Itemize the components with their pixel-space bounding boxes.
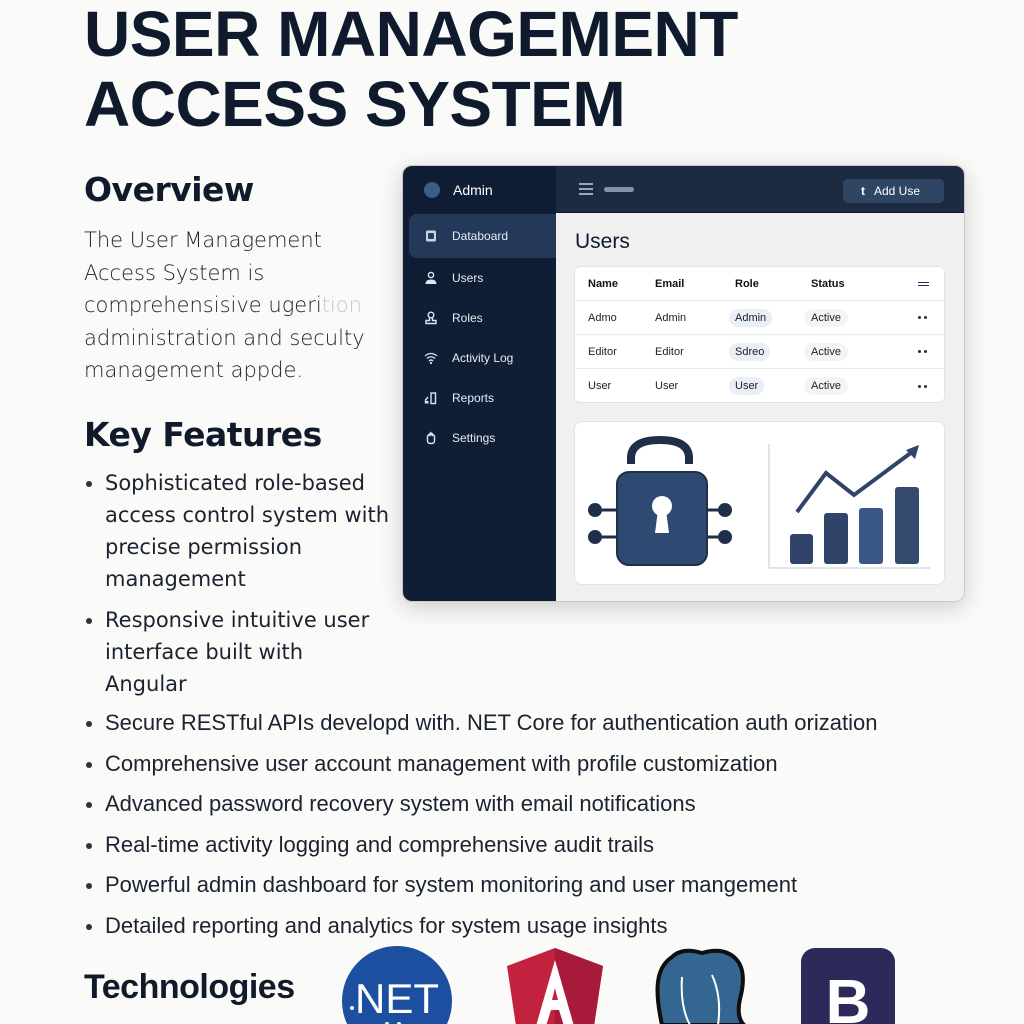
overview-text: [84, 224, 374, 387]
column-header-name[interactable]: Name: [588, 277, 618, 290]
feature-item: Detailed reporting and analytics for system usage insights: [84, 912, 877, 940]
sidebar-item-label: Users: [452, 271, 484, 285]
users-table: [574, 266, 945, 403]
overview-line: administration and seculty: [84, 325, 365, 350]
page-title-line-1: USER MANAGEMENT: [84, 0, 738, 70]
feature-item: Advanced password recovery system with email notifications: [84, 790, 877, 818]
status-badge: Active: [804, 377, 848, 395]
feature-item: Real-time activity logging and comprehensive audit trails: [84, 831, 877, 859]
column-header-status[interactable]: Status: [811, 277, 845, 290]
cell-email: Admin: [655, 311, 687, 324]
overview-line: The User Management: [84, 228, 322, 252]
technology-logos: [0, 940, 1024, 1024]
page-title-line-2: ACCESS SYSTEM: [84, 68, 626, 140]
angular-logo-icon: [506, 948, 604, 1024]
dotnet-logo-icon: [341, 946, 453, 1024]
cell-name: Admo: [588, 311, 617, 324]
more-options-icon[interactable]: [918, 316, 927, 319]
add-icon: t: [861, 184, 865, 198]
toggle-slider[interactable]: [604, 187, 634, 192]
cell-email: Editor: [655, 345, 684, 358]
overview-line: comprehensisive ugerition: [84, 293, 362, 317]
sidebar-item-activity-log[interactable]: [409, 338, 556, 378]
sidebar-nav: [403, 214, 556, 458]
column-header-role[interactable]: Role: [735, 277, 759, 290]
role-badge: Sdreo: [729, 343, 770, 361]
top-bar: [556, 166, 964, 213]
illustration-card: [574, 421, 945, 585]
more-options-icon[interactable]: [918, 385, 927, 388]
status-badge: Active: [804, 309, 848, 327]
feature-item: Comprehensive user account management with profile customization: [84, 750, 877, 778]
settings-icon: [423, 430, 439, 446]
cell-name: User: [588, 380, 612, 392]
status-badge: Active: [804, 343, 848, 361]
more-options-icon[interactable]: [918, 350, 927, 353]
sidebar-item-roles[interactable]: [409, 298, 556, 338]
sidebar-item-settings[interactable]: [409, 418, 556, 458]
sidebar-item-users[interactable]: [409, 258, 556, 298]
feature-item: Responsive intuitive user interface built with Angular: [84, 604, 374, 700]
sidebar-item-label: Reports: [452, 391, 495, 405]
add-user-button[interactable]: [843, 179, 944, 203]
column-header-email[interactable]: Email: [655, 277, 685, 290]
feature-item: Sophisticated role-based access control system with precise permission management: [84, 467, 394, 595]
sidebar-title: Admin: [453, 182, 493, 198]
sidebar-item-label: Activity Log: [452, 351, 514, 365]
cell-email: User: [655, 380, 679, 392]
overview-heading: Overview: [84, 170, 254, 209]
key-features-heading: Key Features: [84, 415, 322, 454]
overview-line: Access System is: [84, 260, 265, 285]
users-heading: Users: [575, 230, 630, 253]
sidebar-item-label: Databoard: [452, 229, 509, 243]
overview-line: management appde.: [84, 358, 304, 382]
svg-text:B: B: [825, 968, 871, 1024]
postgresql-logo-icon: [652, 947, 750, 1024]
sidebar-item-label: Settings: [452, 431, 496, 445]
cell-name: Editor: [588, 345, 617, 358]
dashboard-icon: [423, 228, 439, 244]
sidebar-item-dashboard[interactable]: [409, 214, 556, 258]
user-icon: [423, 270, 439, 286]
avatar[interactable]: [424, 182, 440, 198]
main-content: [556, 213, 964, 601]
reports-icon: [423, 390, 439, 406]
columns-menu-icon[interactable]: [918, 282, 929, 286]
app-window: [402, 165, 965, 602]
table-row[interactable]: [575, 335, 944, 369]
feature-item: Powerful admin dashboard for system monitoring and user mangement: [84, 871, 877, 899]
role-badge: Admin: [729, 309, 772, 327]
svg-text:NET: NET: [355, 975, 439, 1022]
table-header: [575, 267, 944, 301]
menu-icon[interactable]: [579, 183, 593, 195]
wifi-icon: [423, 350, 439, 366]
bootstrap-logo-icon: [801, 948, 895, 1024]
table-row[interactable]: [575, 301, 944, 335]
sidebar-item-reports[interactable]: [409, 378, 556, 418]
growth-bar-chart-icon: [575, 422, 946, 586]
sidebar-header: [403, 166, 556, 214]
sidebar: [403, 166, 556, 601]
sidebar-item-label: Roles: [452, 311, 483, 325]
technologies-heading: Technologies: [84, 968, 295, 1006]
role-badge: User: [729, 377, 764, 395]
feature-item: Secure RESTful APIs developd with. NET Core for authentication auth orization: [84, 709, 877, 737]
role-icon: [423, 310, 439, 326]
table-row[interactable]: [575, 369, 944, 403]
add-user-label: Add Use: [874, 184, 921, 198]
